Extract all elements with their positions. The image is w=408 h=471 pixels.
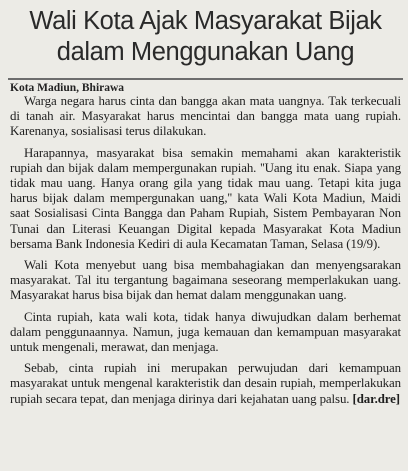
headline-line-1: Wali Kota Ajak Masyarakat Bijak (29, 7, 382, 35)
paragraph-2: Harapannya, masyarakat bisa semakin memahami akan karakteristik rupiah dan bijak dalam mempergunakan rupiah. ''Uang itu enak. Siapa yang tidak mau uang. Hanya orang gila yang tidak mau uang. Tetapi kita juga harus bijak dalam mempergunakan uang,'' kata Wali Kota Madiun, Maidi saat Sosialisasi Cinta Bangga dan Paham Rupiah, Sistem Pembayaran Non Tunai dan Literasi Keuangan Digital kepada Masyarakat Kota Madiun bersama Bank Indonesia Kediri di aula Kecamatan Taman, Selasa (19/9). (10, 145, 401, 251)
author-signature: [dar.dre] (352, 391, 400, 406)
headline-line-2: dalam Menggunakan Uang (56, 38, 355, 66)
paragraph-5 (10, 361, 401, 407)
paragraph-4: Cinta rupiah, kata wali kota, tidak hanya diwujudkan dalam berhemat dalam penggunaannya. Namun, juga kemauan dan kemampuan masyarakat untuk mengenali, merawat, dan menjaga. (10, 309, 401, 355)
article-body (10, 94, 401, 407)
paragraph-5-text: Sebab, cinta rupiah ini merupakan perwujudan dari kemampuan masyarakat untuk mengenal karakteristik dan desain rupiah, memperlakukan rupiah secara tepat, dan menjaga dirinya dari kejahatan uang palsu. (10, 361, 401, 406)
paragraph-1: Warga negara harus cinta dan bangga akan mata uangnya. Tak terkecuali di tanah air. Masyarakat harus mencintai dan bangga mata uang rupiah. Karenanya, sosialisasi terus dilakukan. (10, 94, 401, 139)
dateline: Kota Madiun, Bhirawa (10, 82, 125, 94)
headline-divider (8, 78, 403, 80)
article-headline (10, 0, 401, 68)
paragraph-3: Wali Kota menyebut uang bisa membahagiakan dan menyengsarakan masyarakat. Tal itu tergantung bagaimana seseorang memperlakukan uang. Masyarakat harus bisa bijak dan hemat dalam menggunakan uang. (10, 258, 401, 303)
